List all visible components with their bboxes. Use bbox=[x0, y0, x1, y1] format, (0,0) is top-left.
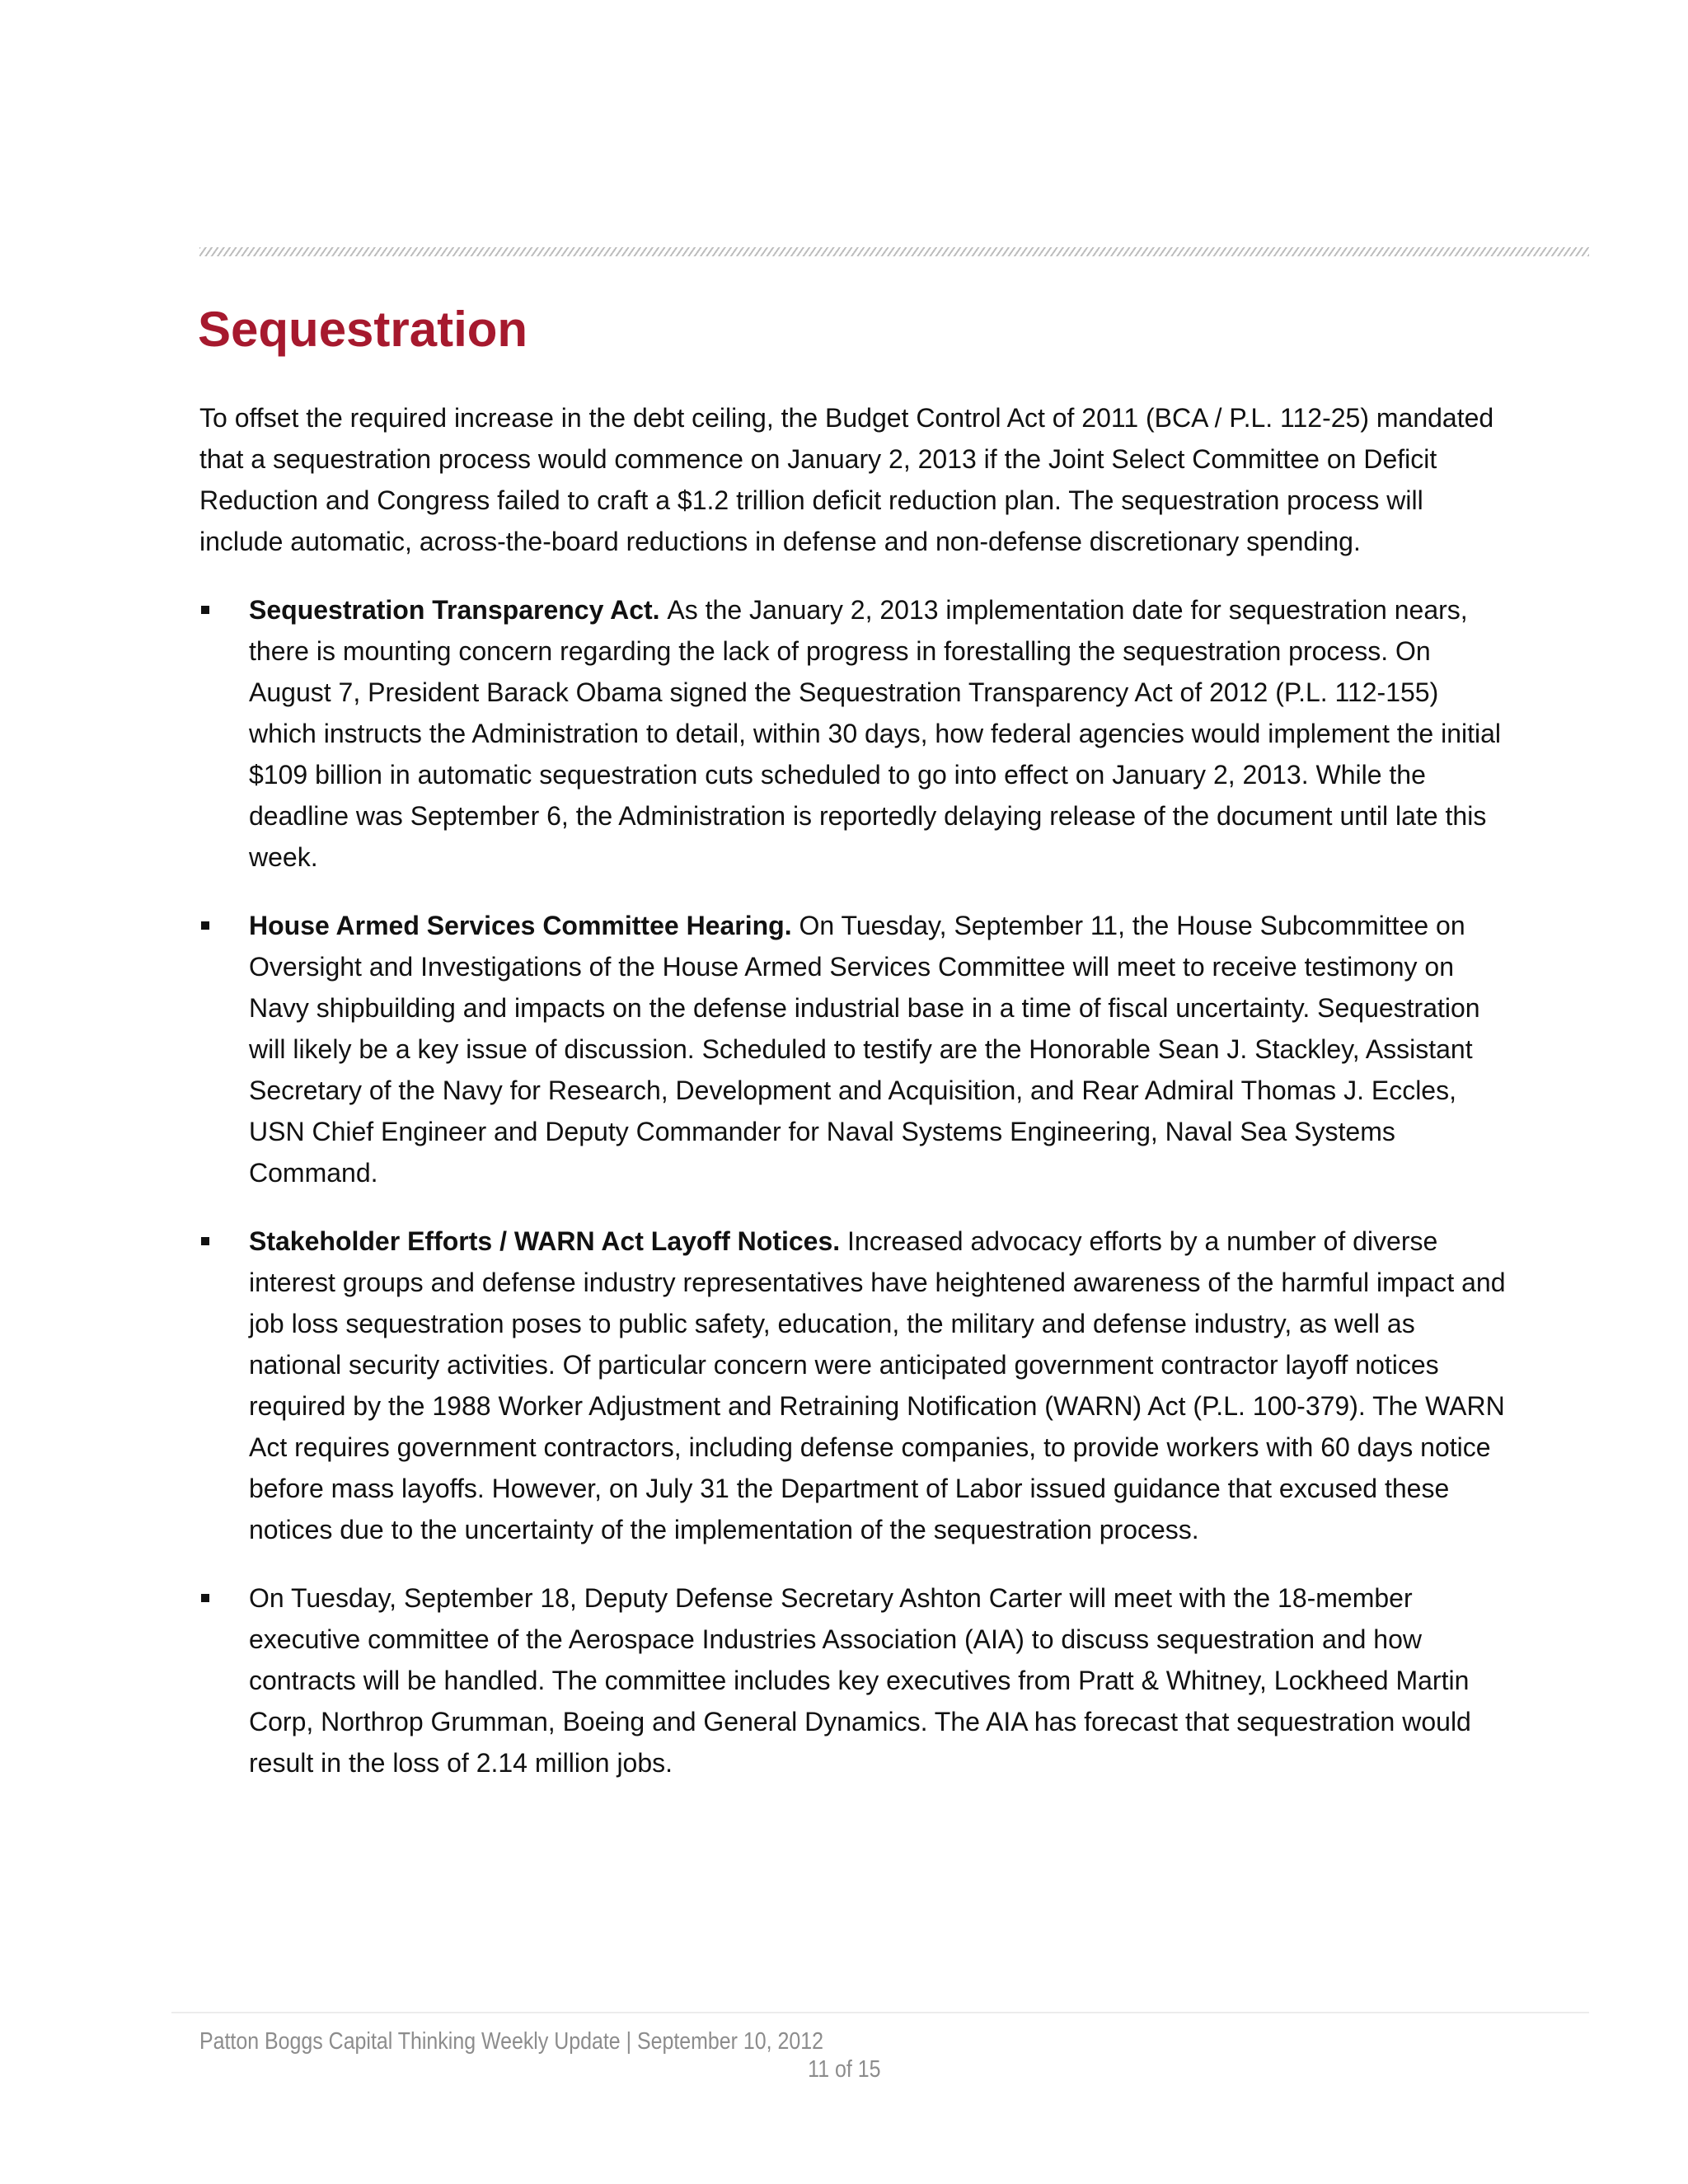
bullet-item-hasc-hearing bbox=[199, 905, 1510, 1193]
page-number bbox=[0, 2055, 1688, 2083]
bullet-text: Increased advocacy efforts by a number of diverse interest groups and defense industry representatives have heightened awareness of the harmful impact and job loss sequestration poses to public safety, education, the military and defense industry, as well as national security activities. Of particular concern were anticipated government contractor layoff notices required by the 1988 Worker Adjustment and Retraining Notification (WARN) Act (P.L. 100-379). The WARN Act requires government contractors, including defense companies, to provide workers with 60 days notice before mass layoffs. However, on July 31 the Department of Labor issued guidance that excused these notices due to the uncertainty of the implementation of the sequestration process. bbox=[249, 1226, 1506, 1544]
bullet-text: On Tuesday, September 18, Deputy Defense Secretary Ashton Carter will meet with the 18-member executive committee of the Aerospace Industries Association (AIA) to discuss sequestration and how contracts will be handled. The committee includes key executives from Pratt & Whitney, Lockheed Martin Corp, Northrop Grumman, Boeing and General Dynamics. The AIA has forecast that sequestration would result in the loss of 2.14 million jobs. bbox=[249, 1583, 1471, 1778]
hatched-divider bbox=[199, 247, 1589, 256]
bullet-text: As the January 2, 2013 implementation date for sequestration nears, there is mounting concern regarding the lack of progress in forestalling the sequestration process. On August 7, President Barack Obama signed the Sequestration Transparency Act of 2012 (P.L. 112-155) which instructs the Administration to detail, within 30 days, how federal agencies would implement the initial $109 billion in automatic sequestration cuts scheduled to go into effect on January 2, 2013. While the deadline was September 6, the Administration is reportedly delaying release of the document until late this week. bbox=[249, 595, 1502, 872]
intro-paragraph: To offset the required increase in the debt ceiling, the Budget Control Act of 2011 (BCA / P.L. 112-25) mandated that a sequestration process would commence on January 2, 2013 if the Joint Select Committee on Deficit Reduction and Congress failed to craft a $1.2 trillion deficit reduction plan. The sequestration process will include automatic, across-the-board reductions in defense and non-defense discretionary spending. bbox=[199, 403, 1494, 556]
bullet-item-aia-meeting bbox=[199, 1577, 1510, 1783]
square-bullet-icon bbox=[201, 606, 209, 614]
bullet-item-warn-act bbox=[199, 1221, 1510, 1550]
square-bullet-icon bbox=[201, 1594, 209, 1602]
bullet-heading: House Armed Services Committee Hearing. bbox=[249, 911, 799, 940]
square-bullet-icon bbox=[201, 1237, 209, 1245]
bullet-item-transparency-act bbox=[199, 589, 1510, 878]
section-title: Sequestration bbox=[198, 302, 528, 357]
footer-publication: Patton Boggs Capital Thinking Weekly Update | September 10, 2012 bbox=[199, 2028, 824, 2055]
footer-divider bbox=[171, 2012, 1589, 2013]
bullet-list bbox=[199, 589, 1510, 1783]
square-bullet-icon bbox=[201, 921, 209, 930]
bullet-heading: Stakeholder Efforts / WARN Act Layoff Notices. bbox=[249, 1226, 848, 1256]
bullet-text: On Tuesday, September 11, the House Subcommittee on Oversight and Investigations of the House Armed Services Committee will meet to receive testimony on Navy shipbuilding and impacts on the defense industrial base in a time of fiscal uncertainty. Sequestration will likely be a key issue of discussion. Scheduled to testify are the Honorable Sean J. Stackley, Assistant Secretary of the Navy for Research, Development and Acquisition, and Rear Admiral Thomas J. Eccles, USN Chief Engineer and Deputy Commander for Naval Systems Engineering, Naval Sea Systems Command. bbox=[249, 911, 1480, 1188]
page-number-text: 11 of 15 bbox=[807, 2056, 881, 2083]
document-body bbox=[199, 397, 1510, 1811]
bullet-heading: Sequestration Transparency Act. bbox=[249, 595, 668, 625]
